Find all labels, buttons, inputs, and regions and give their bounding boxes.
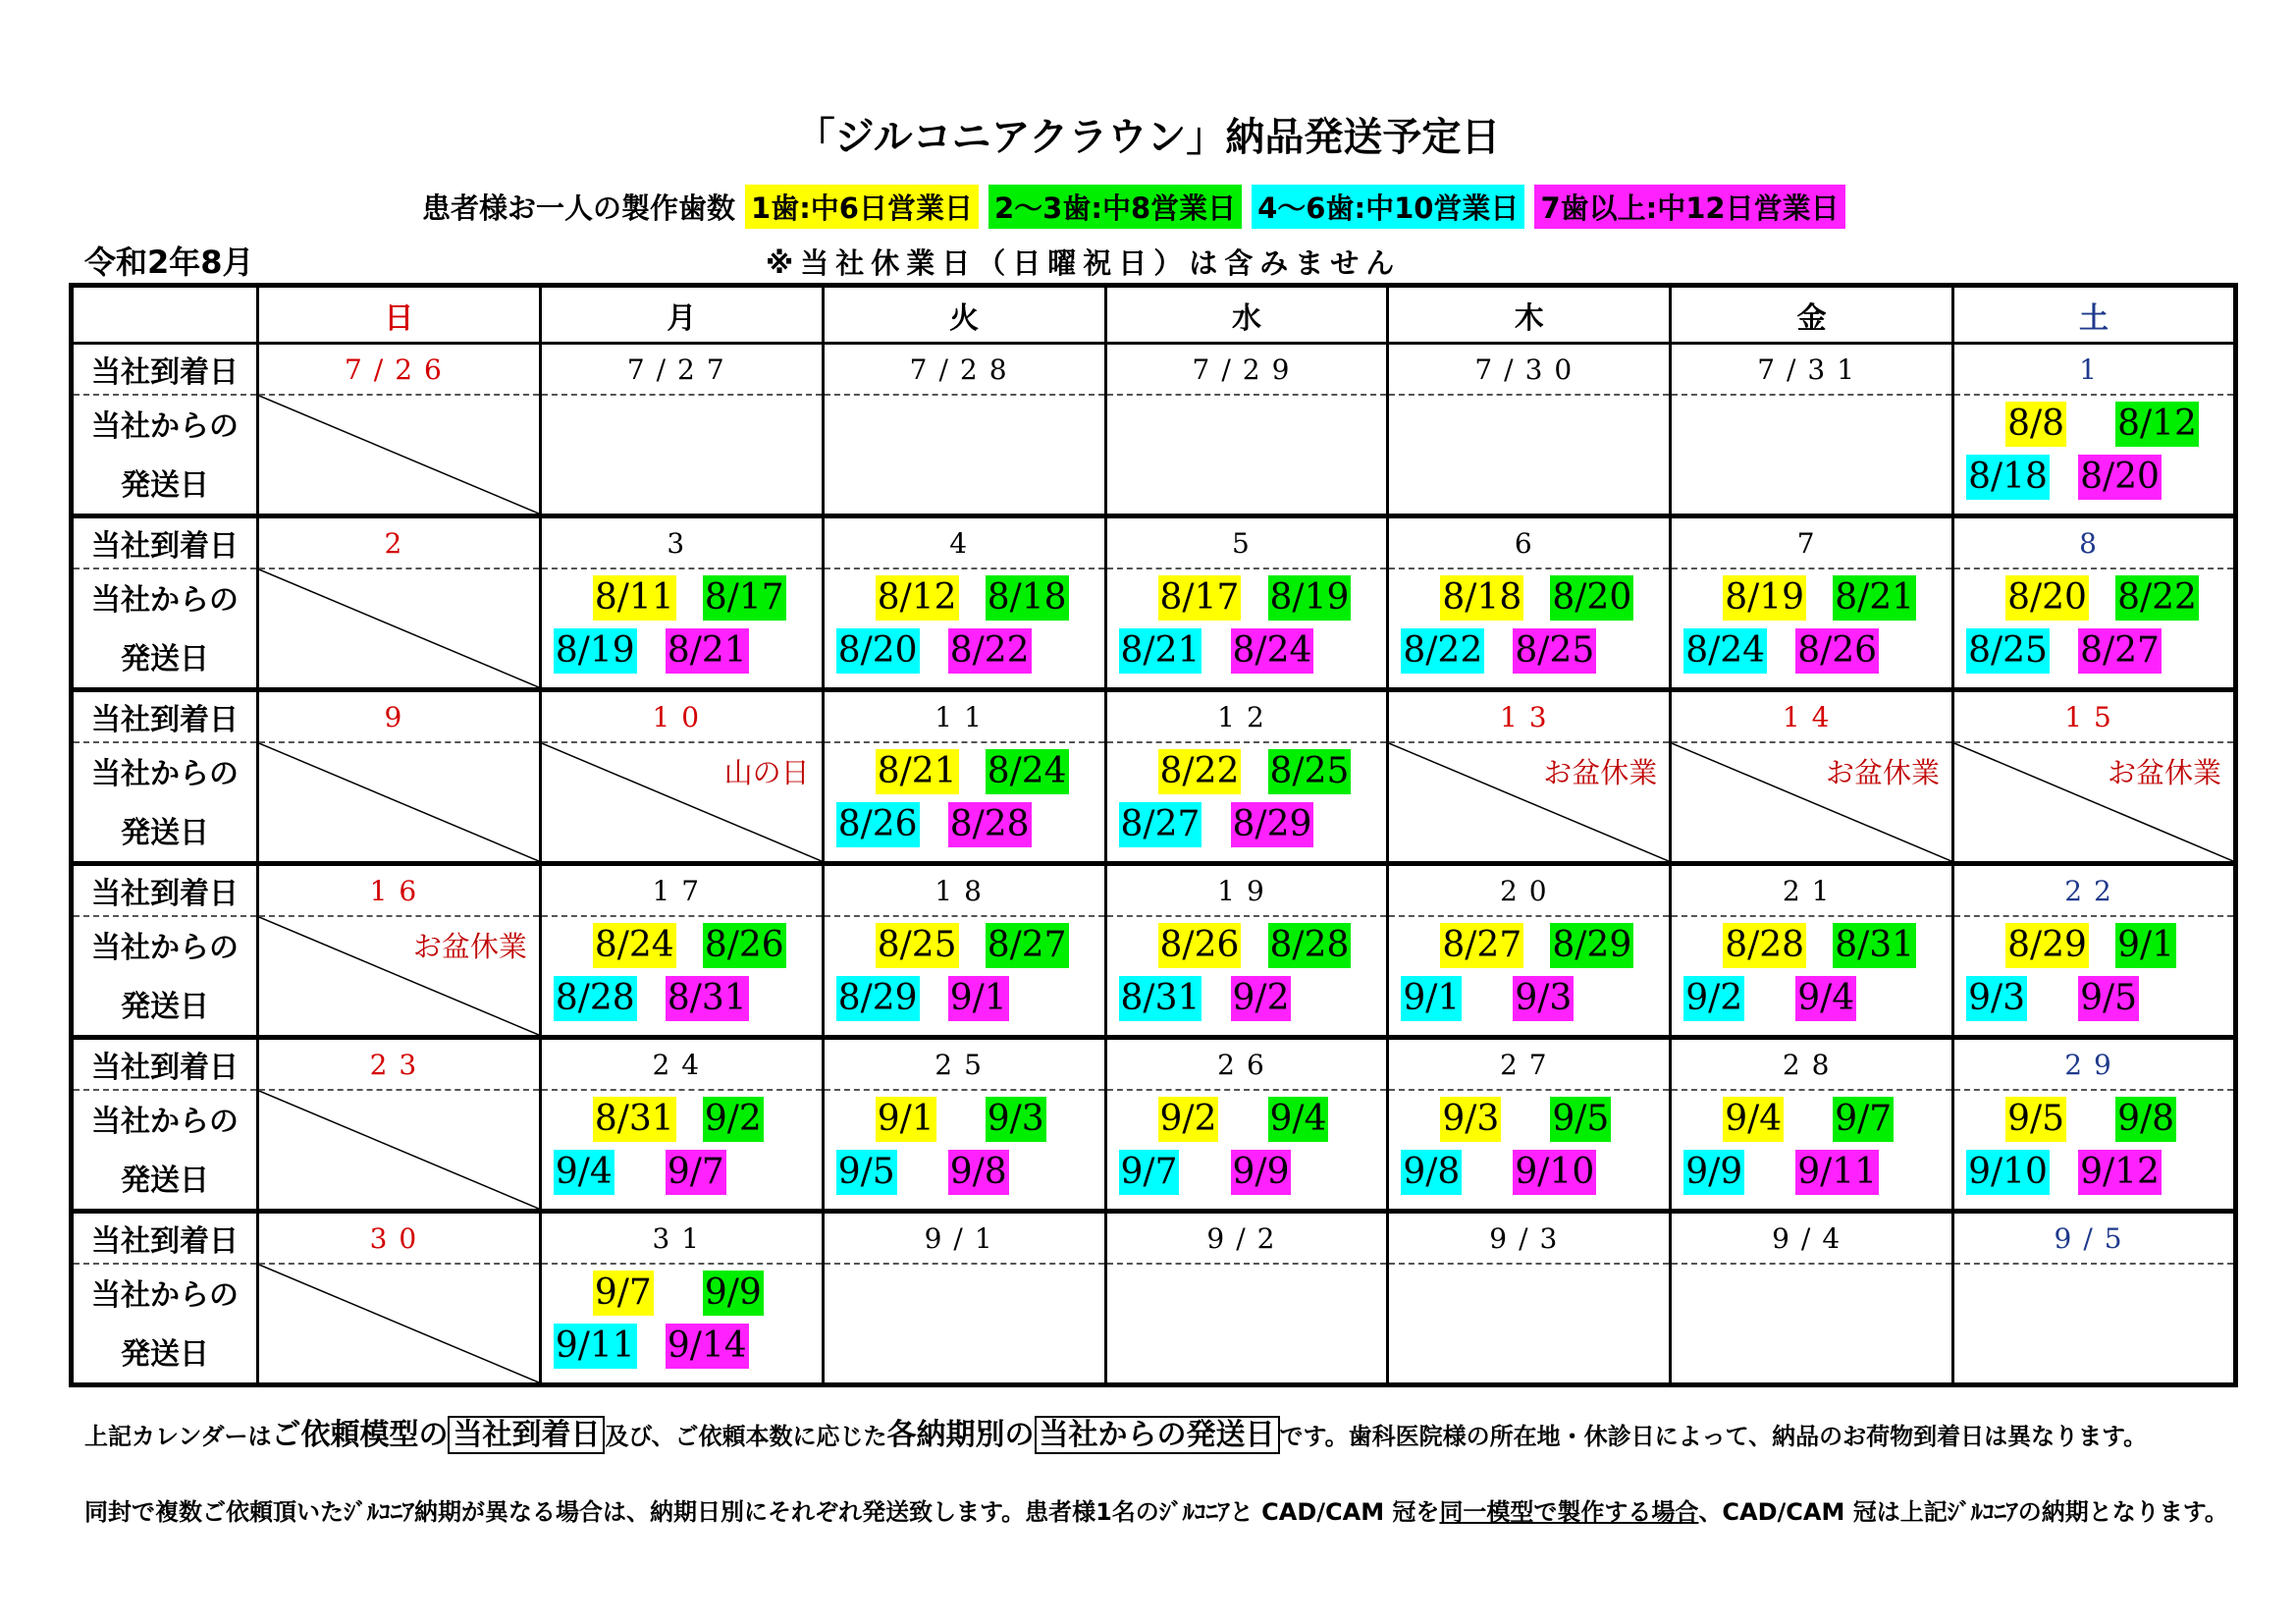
ship-cell [1671, 395, 1953, 516]
ship-label-line-2: 発送日 [121, 468, 209, 503]
ship-cell [823, 1090, 1105, 1212]
ship-date-7-plus-teeth: 9/10 [1513, 1150, 1596, 1195]
ship-date-2-3-teeth: 9/8 [2115, 1097, 2176, 1142]
ship-date-4-6-teeth: 8/26 [836, 802, 920, 847]
holiday-label: お盆休業 [412, 930, 527, 963]
header-friday: 金 [1671, 286, 1953, 344]
ship-date-1-tooth: 9/2 [1158, 1097, 1219, 1142]
holiday-label: お盆休業 [1826, 756, 1941, 789]
ship-date-4-6-teeth: 8/28 [554, 976, 637, 1021]
ship-label-line-2: 発送日 [121, 816, 209, 850]
ship-date-7-plus-teeth: 9/3 [1513, 976, 1574, 1021]
arrival-date: 13 [1388, 690, 1671, 743]
ship-date-4-6-teeth: 8/22 [1401, 628, 1484, 674]
closed-day-slash [259, 743, 539, 861]
footer-boxed-text: 当社到着日 [448, 1416, 605, 1454]
arrival-date: 26 [1105, 1038, 1388, 1091]
ship-dates [1107, 743, 1387, 861]
ship-date-7-plus-teeth: 8/31 [666, 976, 749, 1021]
legend-item-7-plus-teeth: 7歯以上:中12日営業日 [1534, 185, 1844, 229]
ship-cell [1105, 395, 1388, 516]
ship-date-7-plus-teeth: 8/27 [2078, 628, 2162, 674]
ship-date-7-plus-teeth: 9/11 [1795, 1150, 1879, 1195]
closed-day-slash [259, 1091, 539, 1209]
ship-date-7-plus-teeth: 9/1 [948, 976, 1009, 1021]
arrival-date: 7/31 [1671, 344, 1953, 396]
ship-row [72, 916, 2236, 1038]
arrival-row-label: 当社到着日 [72, 864, 258, 917]
ship-date-1-tooth: 8/27 [1440, 923, 1523, 968]
arrival-row-label: 当社到着日 [72, 344, 258, 396]
calendar-body [72, 344, 2236, 1385]
arrival-date: 30 [258, 1212, 541, 1265]
ship-cell [258, 1264, 541, 1385]
arrival-date: 19 [1105, 864, 1388, 917]
ship-date-4-6-teeth: 9/2 [1683, 976, 1744, 1021]
ship-dates [1107, 569, 1387, 687]
arrival-date: 7/27 [540, 344, 823, 396]
ship-cell [1388, 1090, 1671, 1212]
ship-date-2-3-teeth: 8/20 [1550, 575, 1633, 621]
ship-cell [1953, 1090, 2236, 1212]
ship-date-4-6-teeth: 9/3 [1966, 976, 2027, 1021]
ship-cell [1953, 742, 2236, 864]
arrival-date: 7/30 [1388, 344, 1671, 396]
ship-date-2-3-teeth: 8/18 [986, 575, 1069, 621]
ship-date-7-plus-teeth: 8/24 [1231, 628, 1314, 674]
arrival-date: 9/4 [1671, 1212, 1953, 1265]
ship-cell [823, 395, 1105, 516]
ship-date-2-3-teeth: 9/7 [1833, 1097, 1894, 1142]
arrival-date: 16 [258, 864, 541, 917]
ship-date-2-3-teeth: 8/26 [703, 923, 786, 968]
ship-date-1-tooth: 9/7 [593, 1271, 654, 1316]
ship-dates [1389, 569, 1669, 687]
ship-date-1-tooth: 9/1 [876, 1097, 936, 1142]
ship-cell [540, 1090, 823, 1212]
ship-cell [1953, 1264, 2236, 1385]
arrival-date: 7/29 [1105, 344, 1388, 396]
ship-label-line-2: 発送日 [121, 990, 209, 1024]
arrival-date: 25 [823, 1038, 1105, 1091]
arrival-row [72, 690, 2236, 743]
ship-date-2-3-teeth: 8/28 [1268, 923, 1352, 968]
ship-date-1-tooth: 8/20 [2005, 575, 2089, 621]
holiday-label: 山の日 [723, 756, 810, 789]
ship-row-label [72, 568, 258, 690]
arrival-date: 9/1 [823, 1212, 1105, 1265]
ship-row [72, 1264, 2236, 1385]
arrival-date: 24 [540, 1038, 823, 1091]
ship-cell [1105, 742, 1388, 864]
ship-date-2-3-teeth: 8/21 [1833, 575, 1916, 621]
ship-date-2-3-teeth: 9/9 [703, 1271, 764, 1316]
holiday-label: お盆休業 [2107, 756, 2221, 789]
ship-dates [1672, 917, 1951, 1035]
ship-date-2-3-teeth: 8/24 [986, 749, 1069, 794]
ship-dates [1389, 1091, 1669, 1209]
footer-text: 上記カレンダーは [84, 1423, 272, 1450]
ship-date-7-plus-teeth: 9/9 [1231, 1150, 1292, 1195]
arrival-date: 4 [823, 516, 1105, 569]
ship-row-label [72, 1090, 258, 1212]
arrival-date: 10 [540, 690, 823, 743]
footer-text: 、CAD/CAM 冠は上記ｼﾞﾙｺﾆｱの納期となります。 [1698, 1498, 2228, 1526]
arrival-date: 3 [540, 516, 823, 569]
ship-date-2-3-teeth: 9/5 [1550, 1097, 1611, 1142]
arrival-row [72, 1212, 2236, 1265]
ship-cell [540, 742, 823, 864]
ship-date-4-6-teeth: 9/5 [836, 1150, 897, 1195]
ship-cell [1105, 1090, 1388, 1212]
footer-text: です。歯科医院様の所在地・休診日によって、納品のお荷物到着日は異なります。 [1279, 1423, 2148, 1450]
ship-date-4-6-teeth: 8/20 [836, 628, 920, 674]
ship-date-1-tooth: 9/5 [2005, 1097, 2066, 1142]
arrival-row-label: 当社到着日 [72, 1038, 258, 1091]
ship-date-1-tooth: 8/22 [1158, 749, 1242, 794]
ship-label-line-1: 当社からの [91, 1105, 239, 1139]
ship-date-2-3-teeth: 8/17 [703, 575, 786, 621]
ship-date-1-tooth: 8/8 [2005, 402, 2066, 447]
ship-row [72, 395, 2236, 516]
ship-cell [823, 568, 1105, 690]
ship-date-2-3-teeth: 8/27 [986, 923, 1069, 968]
ship-date-7-plus-teeth: 8/29 [1231, 802, 1314, 847]
ship-date-4-6-teeth: 8/25 [1966, 628, 2050, 674]
ship-date-4-6-teeth: 9/8 [1401, 1150, 1462, 1195]
ship-date-7-plus-teeth: 8/26 [1795, 628, 1879, 674]
closed-day-slash [259, 396, 539, 514]
arrival-date: 20 [1388, 864, 1671, 917]
arrival-date: 7/28 [823, 344, 1105, 396]
ship-date-7-plus-teeth: 8/25 [1513, 628, 1596, 674]
arrival-date: 14 [1671, 690, 1953, 743]
arrival-date: 9/5 [1953, 1212, 2236, 1265]
ship-dates [1672, 1091, 1951, 1209]
ship-date-1-tooth: 8/19 [1723, 575, 1806, 621]
ship-date-1-tooth: 8/24 [593, 923, 676, 968]
arrival-date: 8 [1953, 516, 2236, 569]
ship-label-line-1: 当社からの [91, 409, 239, 444]
header-wednesday: 水 [1105, 286, 1388, 344]
ship-date-7-plus-teeth: 9/5 [2078, 976, 2139, 1021]
ship-date-7-plus-teeth: 9/12 [2078, 1150, 2162, 1195]
ship-dates [1107, 917, 1387, 1035]
ship-cell [1388, 395, 1671, 516]
arrival-date: 15 [1953, 690, 2236, 743]
footer-boxed-text: 当社からの発送日 [1035, 1416, 1280, 1454]
header-blank [72, 286, 258, 344]
ship-date-1-tooth: 8/25 [876, 923, 959, 968]
header-saturday: 土 [1953, 286, 2236, 344]
ship-date-7-plus-teeth: 9/14 [666, 1324, 749, 1369]
arrival-date: 7/26 [258, 344, 541, 396]
ship-dates [1954, 1091, 2233, 1209]
arrival-date: 2 [258, 516, 541, 569]
ship-dates [1672, 569, 1951, 687]
ship-cell [540, 395, 823, 516]
ship-row-label [72, 916, 258, 1038]
ship-date-1-tooth: 8/26 [1158, 923, 1242, 968]
header-sunday: 日 [258, 286, 541, 344]
ship-date-4-6-teeth: 8/21 [1119, 628, 1202, 674]
arrival-date: 27 [1388, 1038, 1671, 1091]
ship-dates [1954, 396, 2233, 514]
ship-cell [1388, 568, 1671, 690]
ship-dates [1954, 569, 2233, 687]
ship-date-4-6-teeth: 8/18 [1966, 455, 2050, 500]
ship-dates [825, 569, 1104, 687]
ship-dates [542, 1265, 822, 1382]
footer-note-2 [84, 1492, 2228, 1527]
legend-item-4-6-teeth: 4～6歯:中10営業日 [1252, 185, 1524, 229]
ship-date-1-tooth: 8/11 [593, 575, 676, 621]
ship-date-4-6-teeth: 9/9 [1683, 1150, 1744, 1195]
ship-label-line-2: 発送日 [121, 1164, 209, 1198]
arrival-date: 28 [1671, 1038, 1953, 1091]
header-thursday: 木 [1388, 286, 1671, 344]
legend-item-1-tooth: 1歯:中6日営業日 [745, 185, 979, 229]
shipping-calendar [69, 283, 2238, 1387]
ship-row-label [72, 395, 258, 516]
arrival-date: 11 [823, 690, 1105, 743]
ship-cell [1105, 1264, 1388, 1385]
ship-date-2-3-teeth: 9/3 [986, 1097, 1046, 1142]
ship-date-7-plus-teeth: 8/28 [948, 802, 1032, 847]
arrival-date: 31 [540, 1212, 823, 1265]
ship-date-1-tooth: 8/17 [1158, 575, 1242, 621]
ship-date-7-plus-teeth: 9/2 [1231, 976, 1292, 1021]
ship-cell [1388, 742, 1671, 864]
ship-cell [1953, 568, 2236, 690]
ship-cell [540, 568, 823, 690]
ship-date-2-3-teeth: 8/12 [2115, 402, 2199, 447]
ship-cell [258, 742, 541, 864]
arrival-date: 23 [258, 1038, 541, 1091]
ship-date-4-6-teeth: 8/27 [1119, 802, 1202, 847]
ship-label-line-2: 発送日 [121, 1337, 209, 1372]
ship-date-1-tooth: 8/21 [876, 749, 959, 794]
ship-date-2-3-teeth: 9/2 [703, 1097, 764, 1142]
ship-row [72, 568, 2236, 690]
calendar-month: 令和2年8月 [84, 244, 254, 281]
ship-date-2-3-teeth: 8/19 [1268, 575, 1352, 621]
arrival-row [72, 864, 2236, 917]
arrival-date: 22 [1953, 864, 2236, 917]
ship-date-4-6-teeth: 9/11 [554, 1324, 637, 1369]
ship-row-label [72, 1264, 258, 1385]
ship-cell [823, 742, 1105, 864]
ship-date-1-tooth: 9/3 [1440, 1097, 1501, 1142]
ship-date-7-plus-teeth: 9/7 [666, 1150, 726, 1195]
holiday-note: ※当社休業日（日曜祝日）は含みません [766, 246, 1402, 280]
ship-date-7-plus-teeth: 8/20 [2078, 455, 2162, 500]
ship-cell [258, 1090, 541, 1212]
ship-dates [1107, 1091, 1387, 1209]
ship-cell [1671, 742, 1953, 864]
ship-dates [825, 917, 1104, 1035]
arrival-row [72, 516, 2236, 569]
ship-date-4-6-teeth: 8/29 [836, 976, 920, 1021]
ship-date-4-6-teeth: 8/19 [554, 628, 637, 674]
arrival-date: 17 [540, 864, 823, 917]
ship-dates [825, 1091, 1104, 1209]
ship-cell [258, 395, 541, 516]
footer-text: 各納期別の [886, 1418, 1035, 1452]
ship-dates [542, 917, 822, 1035]
footer-text: ご依頼模型の [271, 1418, 449, 1452]
closed-day-slash [259, 569, 539, 687]
ship-date-4-6-teeth: 8/31 [1119, 976, 1202, 1021]
arrival-date: 9 [258, 690, 541, 743]
arrival-row [72, 344, 2236, 396]
footer-underlined-text: 同一模型で製作する場合 [1439, 1498, 1699, 1526]
ship-cell [1388, 916, 1671, 1038]
holiday-label: お盆休業 [1543, 756, 1658, 789]
ship-dates [542, 569, 822, 687]
ship-cell [1105, 916, 1388, 1038]
ship-cell [258, 916, 541, 1038]
ship-date-1-tooth: 8/29 [2005, 923, 2089, 968]
ship-date-2-3-teeth: 8/29 [1550, 923, 1633, 968]
ship-label-line-1: 当社からの [91, 757, 239, 791]
ship-cell [540, 916, 823, 1038]
header-monday: 月 [540, 286, 823, 344]
arrival-row-label: 当社到着日 [72, 1212, 258, 1265]
arrival-row [72, 1038, 2236, 1091]
ship-cell [1105, 568, 1388, 690]
ship-cell [1953, 916, 2236, 1038]
ship-date-1-tooth: 8/31 [593, 1097, 676, 1142]
ship-row [72, 1090, 2236, 1212]
ship-dates [825, 743, 1104, 861]
ship-date-2-3-teeth: 8/22 [2115, 575, 2199, 621]
legend [422, 185, 1845, 229]
arrival-date: 1 [1953, 344, 2236, 396]
ship-date-7-plus-teeth: 8/21 [666, 628, 749, 674]
ship-date-1-tooth: 9/4 [1723, 1097, 1784, 1142]
ship-date-4-6-teeth: 9/4 [554, 1150, 614, 1195]
ship-date-4-6-teeth: 9/10 [1966, 1150, 2050, 1195]
ship-date-1-tooth: 8/28 [1723, 923, 1806, 968]
ship-date-4-6-teeth: 9/1 [1401, 976, 1462, 1021]
arrival-date: 6 [1388, 516, 1671, 569]
arrival-date: 7 [1671, 516, 1953, 569]
legend-label: 患者様お一人の製作歯数 [422, 191, 736, 225]
ship-date-4-6-teeth: 9/7 [1119, 1150, 1180, 1195]
arrival-row-label: 当社到着日 [72, 690, 258, 743]
arrival-date: 5 [1105, 516, 1388, 569]
legend-item-2-3-teeth: 2～3歯:中8営業日 [988, 185, 1242, 229]
ship-cell [1671, 1264, 1953, 1385]
header-tuesday: 火 [823, 286, 1105, 344]
ship-cell [540, 1264, 823, 1385]
ship-dates [1389, 917, 1669, 1035]
ship-cell [1953, 395, 2236, 516]
ship-date-2-3-teeth: 9/1 [2115, 923, 2176, 968]
ship-row [72, 742, 2236, 864]
ship-cell [823, 1264, 1105, 1385]
arrival-date: 21 [1671, 864, 1953, 917]
closed-day-slash [259, 1265, 539, 1382]
arrival-date: 29 [1953, 1038, 2236, 1091]
ship-cell [1671, 916, 1953, 1038]
ship-cell [1671, 568, 1953, 690]
ship-date-4-6-teeth: 8/24 [1683, 628, 1767, 674]
ship-dates [542, 1091, 822, 1209]
ship-date-7-plus-teeth: 9/8 [948, 1150, 1009, 1195]
ship-cell [1671, 1090, 1953, 1212]
ship-cell [1388, 1264, 1671, 1385]
ship-date-7-plus-teeth: 9/4 [1795, 976, 1856, 1021]
footer-text: 及び、ご依頼本数に応じた [605, 1423, 887, 1450]
ship-label-line-1: 当社からの [91, 583, 239, 618]
page-title: 「ジルコニアクラウン」納品発送予定日 [795, 115, 1501, 160]
ship-date-2-3-teeth: 9/4 [1268, 1097, 1329, 1142]
arrival-date: 12 [1105, 690, 1388, 743]
ship-label-line-1: 当社からの [91, 931, 239, 965]
ship-row-label [72, 742, 258, 864]
arrival-row-label: 当社到着日 [72, 516, 258, 569]
footer-note-1 [84, 1410, 2147, 1453]
arrival-date: 9/3 [1388, 1212, 1671, 1265]
ship-date-2-3-teeth: 8/25 [1268, 749, 1352, 794]
ship-date-7-plus-teeth: 8/22 [948, 628, 1032, 674]
arrival-date: 18 [823, 864, 1105, 917]
ship-cell [823, 916, 1105, 1038]
ship-label-line-2: 発送日 [121, 642, 209, 677]
ship-label-line-1: 当社からの [91, 1278, 239, 1313]
ship-date-2-3-teeth: 8/31 [1833, 923, 1916, 968]
arrival-date: 9/2 [1105, 1212, 1388, 1265]
ship-cell [258, 568, 541, 690]
footer-text: 同封で複数ご依頼頂いたｼﾞﾙｺﾆｱ納期が異なる場合は、納期日別にそれぞれ発送致します。患者様1名のｼﾞﾙｺﾆｱと CAD/CAM 冠を [84, 1498, 1440, 1526]
ship-dates [1954, 917, 2233, 1035]
ship-date-1-tooth: 8/18 [1440, 575, 1523, 621]
ship-date-1-tooth: 8/12 [876, 575, 959, 621]
